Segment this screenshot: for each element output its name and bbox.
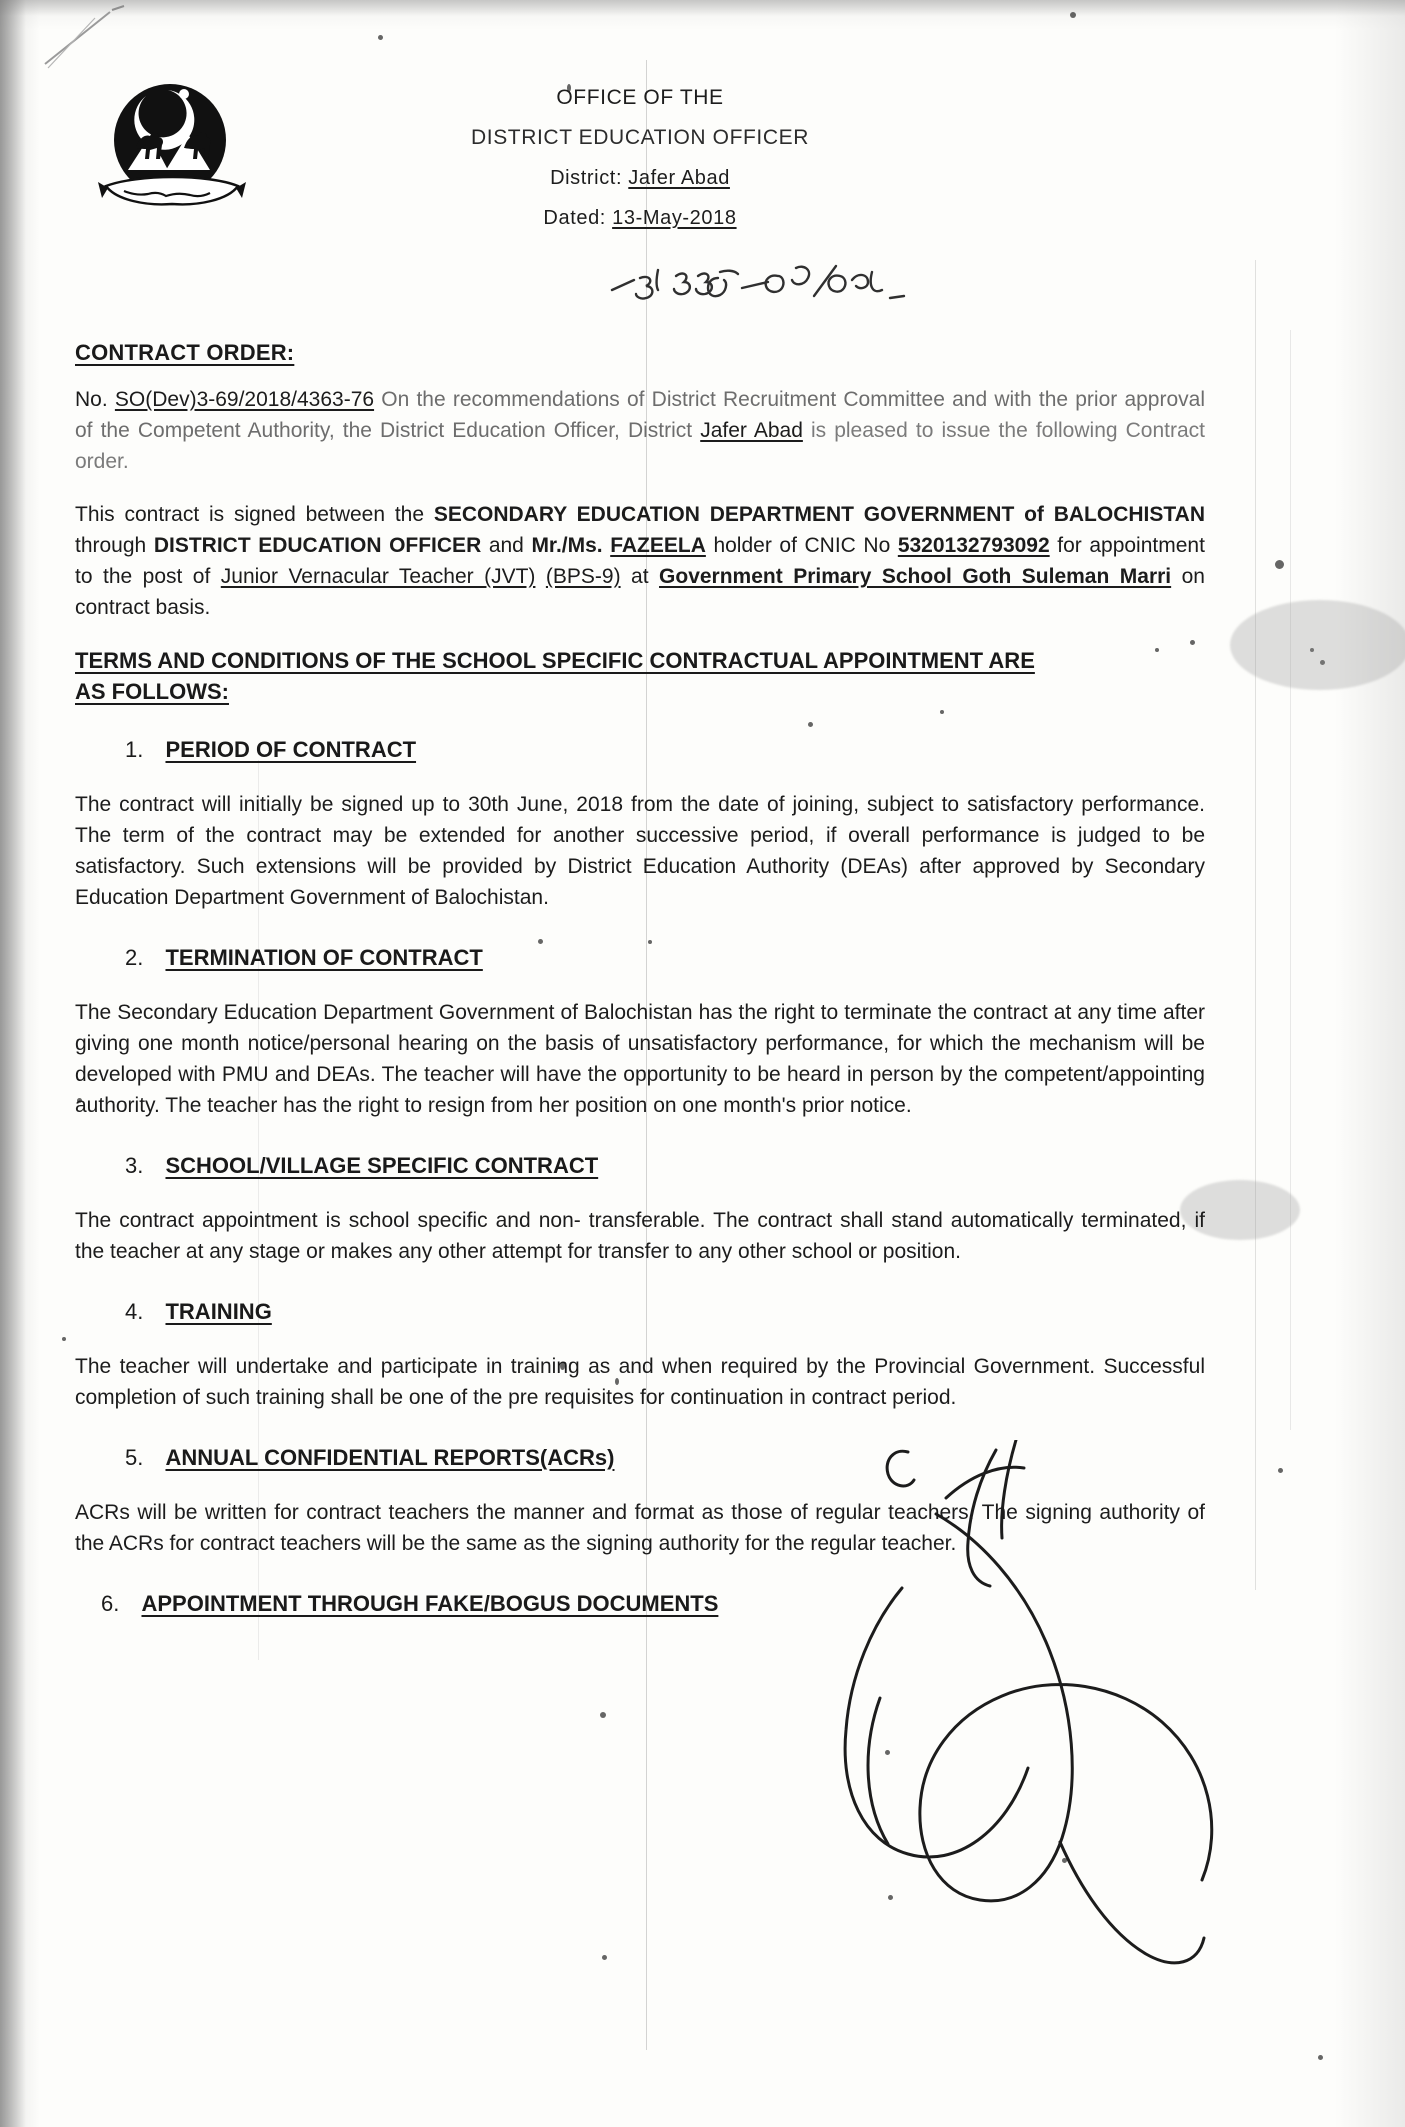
terms-and-conditions-heading xyxy=(75,645,1205,707)
dated-label: Dated: xyxy=(543,207,606,229)
and-label: and xyxy=(488,534,524,557)
scan-speck xyxy=(602,1955,607,1960)
parties-paragraph xyxy=(75,499,1205,623)
section-title-5: ANNUAL CONFIDENTIAL REPORTS(ACRs) xyxy=(165,1445,615,1470)
section-number-3: 3. xyxy=(125,1153,144,1178)
section-body-2: The Secondary Education Department Government of Balochistan has the right to terminate the contract at any time after giving one month notice/personal hearing on the basis of unsatisfactory performance, for which the mechanism will be developed with PMU and DEAs. The teacher will have the opportunity to be heard in person by the competent/appointing authority. The teacher has the right to resign from her position on one month's prior notice. xyxy=(75,1001,1205,1117)
salutation-label: Mr./Ms. xyxy=(531,534,603,557)
scan-speck xyxy=(888,1895,893,1900)
section-number-1: 1. xyxy=(125,737,144,762)
document-header xyxy=(380,78,900,238)
contract-order-heading: CONTRACT ORDER: xyxy=(75,340,295,365)
scan-fold-line xyxy=(1290,330,1291,1430)
terms-heading-line1: TERMS AND CONDITIONS OF THE SCHOOL SPECIFIC CONTRACTUAL APPOINTMENT ARE xyxy=(75,648,1035,673)
intro-district-value: Jafer Abad xyxy=(700,419,803,442)
intro-paragraph xyxy=(75,384,1205,477)
section-number-6: 6. xyxy=(101,1591,120,1616)
scan-speck xyxy=(378,35,383,40)
intro-text-end: is pleased to issue the following Contract order. xyxy=(75,419,1205,473)
scan-edge-shadow-left xyxy=(0,0,26,2127)
teacher-name: FAZEELA xyxy=(610,534,706,557)
section-title-3: SCHOOL/VILLAGE SPECIFIC CONTRACT xyxy=(165,1153,599,1178)
document-body xyxy=(75,340,1205,1643)
at-label: at xyxy=(631,565,649,588)
scan-speck xyxy=(1278,1468,1283,1473)
school-name: Government Primary School Goth Suleman Marri xyxy=(659,565,1172,588)
section-body-4: The teacher will undertake and participate in training as and when required by the Provincial Government. Successful completion of such training shall be one of the pre requisites for continuation in contract period. xyxy=(75,1355,1205,1409)
district-line xyxy=(380,158,900,198)
parties-lead: This contract is signed between the xyxy=(75,503,425,526)
section-title-4: TRAINING xyxy=(165,1299,272,1324)
section-body-1: The contract will initially be signed up to 30th June, 2018 from the date of joining, subject to satisfactory performance. The term of the contract may be extended for another successive period, if overall performance is judged to be satisfactory. Such extensions will be provided by District Education Authority (DEAs) after approved by Secondary Education Department Government of Balochistan. xyxy=(75,793,1205,909)
section-body-5: ACRs will be written for contract teachers the manner and format as those of regular teachers. The signing authority of the ACRs for contract teachers will be the same as the signing authority for the regular teacher. xyxy=(75,1501,1205,1555)
post-title: Junior Vernacular Teacher (JVT) xyxy=(220,565,536,588)
reference-number: SO(Dev)3-69/2018/4363-76 xyxy=(114,388,375,411)
corner-pencil-mark xyxy=(40,4,160,74)
section-body-3: The contract appointment is school specific and non- transferable. The contract shall stand automatically terminated, if the teacher at any stage or makes any other attempt for transfer to any other school or position. xyxy=(75,1209,1205,1263)
office-of-the-label: OFFICE OF THE xyxy=(556,86,724,109)
scan-smudge xyxy=(1230,600,1405,690)
scan-speck xyxy=(1070,12,1076,18)
appointment-text: for appointment to the post of xyxy=(75,534,1205,588)
section-heading-4 xyxy=(75,1299,1205,1325)
no-label: No. xyxy=(75,388,108,411)
scan-speck xyxy=(62,1337,66,1341)
section-heading-2 xyxy=(75,945,1205,971)
intro-text: On the recommendations of District Recruitment Committee and with the prior approval of the Competent Authority, the District Education Officer, District xyxy=(75,388,1206,442)
department-name: SECONDARY EDUCATION DEPARTMENT GOVERNMENT of BALOCHISTAN xyxy=(433,503,1205,526)
handwritten-diary-number xyxy=(600,262,1060,322)
dated-value: 13-May-2018 xyxy=(612,207,737,229)
scan-speck xyxy=(1318,2055,1323,2060)
section-number-4: 4. xyxy=(125,1299,144,1324)
scan-speck xyxy=(1275,560,1284,569)
basis-label: on contract basis. xyxy=(75,565,1205,619)
government-emblem-icon xyxy=(88,78,253,228)
scan-speck xyxy=(1062,1858,1067,1863)
officer-title: DISTRICT EDUCATION OFFICER xyxy=(153,534,482,557)
terms-heading-line2: AS FOLLOWS: xyxy=(75,679,229,704)
section-heading-5 xyxy=(75,1445,1205,1471)
district-label: District: xyxy=(550,167,623,189)
holder-of-cnic-label: holder of CNIC No xyxy=(713,534,891,557)
through-label: through xyxy=(75,534,147,557)
section-number-2: 2. xyxy=(125,945,144,970)
district-value: Jafer Abad xyxy=(628,167,730,189)
section-title-6: APPOINTMENT THROUGH FAKE/BOGUS DOCUMENTS xyxy=(141,1591,719,1616)
section-number-5: 5. xyxy=(125,1445,144,1470)
bps-grade: (BPS-9) xyxy=(545,565,621,588)
section-heading-6 xyxy=(75,1591,1205,1617)
section-heading-1 xyxy=(75,737,1205,763)
scan-speck xyxy=(885,1750,890,1755)
section-title-1: PERIOD OF CONTRACT xyxy=(165,737,417,762)
cnic-number: 5320132793092 xyxy=(897,534,1050,557)
scan-speck xyxy=(600,1712,606,1718)
dated-line xyxy=(380,198,900,238)
district-education-officer-label: DISTRICT EDUCATION OFFICER xyxy=(471,126,809,149)
scan-fold-line xyxy=(1255,260,1256,1590)
scan-edge-shadow-top xyxy=(0,0,1405,16)
section-title-2: TERMINATION OF CONTRACT xyxy=(165,945,483,970)
section-heading-3 xyxy=(75,1153,1205,1179)
